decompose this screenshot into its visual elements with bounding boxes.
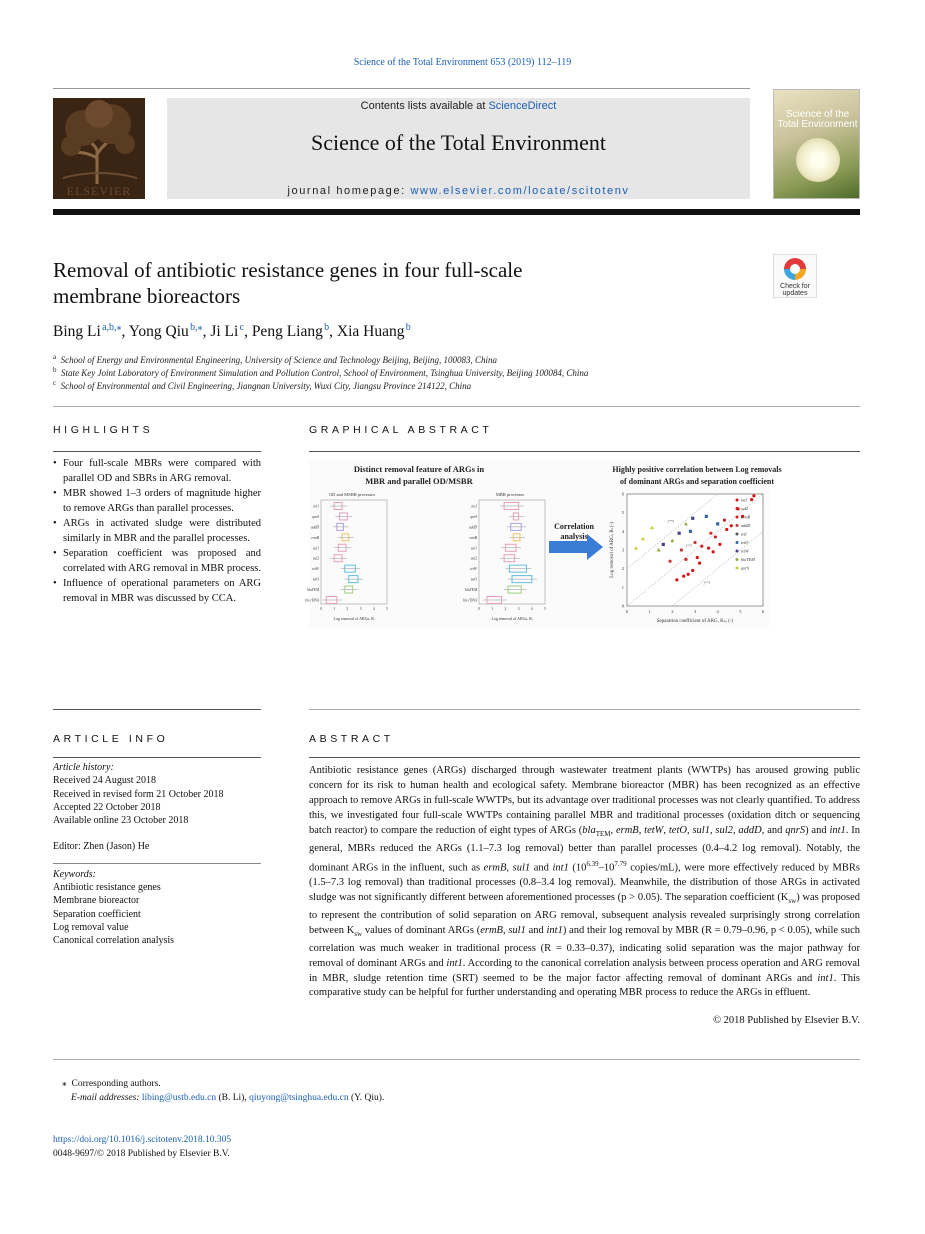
- scatter-point: [705, 515, 708, 518]
- section-rule: [53, 406, 860, 407]
- article-title: Removal of antibiotic resistance genes in four full-scale membrane bioreactors: [53, 258, 523, 308]
- panel-tick-label: 0: [478, 607, 480, 611]
- y-tick-label: 2: [621, 566, 624, 572]
- keyword: Canonical correlation analysis: [53, 935, 175, 947]
- gene-label: ermB: [311, 535, 319, 540]
- x-tick-label: 4: [716, 609, 719, 614]
- check-updates-line1: Check for: [780, 283, 810, 290]
- author-name: Yong Qiu: [128, 323, 189, 341]
- reference-line-label: y=x: [704, 579, 711, 585]
- gene-label: blaTEM: [465, 588, 477, 593]
- homepage-link[interactable]: www.elsevier.com/locate/scitotenv: [410, 185, 630, 197]
- gene-label: tetO: [312, 577, 319, 582]
- scatter-point: [693, 541, 696, 544]
- affiliation-text: School of Energy and Environmental Engineering, University of Science and Technology Beijing, Beijing, 100083, China: [60, 355, 498, 365]
- corresponding-text: Corresponding authors.: [71, 1079, 161, 1089]
- ga-right-title-2: of dominant ARGs and separation coefficient: [620, 477, 774, 486]
- editor-line: Editor: Zhen (Jason) He: [53, 841, 150, 853]
- elsevier-tree-icon: [53, 98, 145, 184]
- legend-marker: [736, 550, 739, 553]
- scatter-point: [709, 532, 712, 535]
- panel-tick-label: 1: [333, 607, 336, 611]
- highlight-item: • Four full-scale MBRs were compared with parallel OD and SBRs in ARG removal.: [53, 456, 261, 486]
- graphical-abstract-heading: GRAPHICAL ABSTRACT: [309, 424, 493, 436]
- doi-link[interactable]: https://doi.org/10.1016/j.scitotenv.2018.10.305: [53, 1135, 232, 1145]
- scatter-point: [716, 522, 719, 525]
- history-accepted: Accepted 22 October 2018: [53, 801, 161, 813]
- gene-label: sul2: [471, 556, 477, 561]
- panel-tick-label: 1: [491, 607, 494, 611]
- scatter-point: [698, 561, 701, 564]
- legend-marker: [736, 507, 739, 510]
- scatter-point: [730, 524, 733, 527]
- doi-block: [53, 1134, 231, 1161]
- legend-label: tetW: [741, 548, 749, 554]
- legend-marker: [736, 567, 739, 570]
- cover-title: [777, 110, 858, 130]
- panel-tick-label: 3: [517, 607, 520, 611]
- legend-marker: [736, 499, 739, 502]
- scatter-point: [707, 547, 710, 550]
- email-link-li[interactable]: libing@ustb.edu.cn: [141, 1092, 217, 1103]
- author-name: Bing Li: [53, 323, 101, 341]
- header-rule: [53, 88, 750, 89]
- scatter-point: [718, 543, 721, 546]
- panel2-gene-labels: [463, 505, 478, 603]
- highlights-rule: [53, 451, 261, 452]
- arrow-label-2: analysis: [560, 532, 588, 541]
- affiliation-mark: c: [53, 379, 57, 387]
- scatter-plot: [610, 492, 765, 625]
- header-thick-rule: [53, 209, 860, 215]
- scatter-y-ticks: [622, 492, 625, 609]
- scatter-point: [700, 545, 703, 548]
- scatter-point: [668, 560, 671, 563]
- sciencedirect-link[interactable]: ScienceDirect: [488, 100, 557, 112]
- history-online: Available online 23 October 2018: [53, 815, 189, 827]
- panel-tick-label: 4: [530, 607, 533, 611]
- footnote-mark: ⁎: [62, 1079, 67, 1089]
- author-name: Peng Liang: [251, 323, 323, 341]
- legend-label: tetO: [741, 540, 749, 545]
- panel-tick-label: 5: [544, 607, 546, 611]
- journal-header-box: [167, 98, 750, 199]
- affiliation: [53, 366, 588, 378]
- issn-line: 0048-9697/© 2018 Published by Elsevier B.V.: [53, 1148, 230, 1159]
- gene-label: 16s rDNA: [462, 598, 477, 603]
- affiliation-mark: a: [53, 353, 57, 361]
- highlight-item: • MBR showed 1–3 orders of magnitude higher to remove ARGs than parallel processes.: [53, 486, 261, 516]
- history-label: Article history:: [53, 762, 114, 773]
- y-tick-label: 0: [621, 603, 624, 609]
- legend-label: sul2: [741, 506, 748, 511]
- contents-prefix: Contents lists available at: [360, 100, 489, 112]
- panel2-label: MBR processes: [495, 492, 525, 497]
- panel1-gene-labels: [305, 505, 320, 603]
- boxplot-panel-od-msbr: [305, 492, 389, 622]
- journal-cover-thumbnail[interactable]: [773, 89, 860, 199]
- x-tick-label: 1: [648, 609, 651, 614]
- legend-marker: [736, 558, 739, 561]
- scatter-x-ticks: [626, 609, 765, 614]
- gene-label: int1: [313, 504, 319, 509]
- journal-title[interactable]: Science of the Total Environment: [311, 130, 606, 155]
- affiliation: [53, 379, 471, 391]
- x-tick-label: 6: [761, 609, 765, 614]
- journal-citation[interactable]: Science of the Total Environment 653 (2019) 112–119: [353, 57, 572, 68]
- history-received: Received 24 August 2018: [53, 775, 157, 787]
- gene-label: 16s rDNA: [304, 598, 319, 603]
- highlight-item: • ARGs in activated sludge were distributed similarly in MBR and the parallel processes.: [53, 516, 261, 546]
- legend-marker: [736, 541, 739, 544]
- homepage-prefix: journal homepage:: [287, 185, 411, 197]
- footnotes: [62, 1078, 384, 1105]
- scatter-point: [725, 528, 728, 531]
- panel-tick-label: 5: [386, 607, 388, 611]
- article-info-top-rule: [53, 709, 261, 710]
- highlights-heading: HIGHLIGHTS: [53, 424, 154, 436]
- keyword: Antibiotic resistance genes: [53, 882, 161, 894]
- legend-label: intI: [741, 497, 747, 503]
- x-tick-label: 3: [693, 609, 697, 614]
- author-affiliation-link[interactable]: a,b,⁎: [102, 322, 122, 333]
- graphical-abstract-rule: [309, 451, 860, 452]
- keywords-rule: [53, 863, 261, 864]
- legend-label: tetI: [741, 531, 747, 537]
- check-updates-icon: [784, 258, 806, 280]
- email-owner: (B. Li),: [216, 1092, 250, 1103]
- panel1-xlabel: Log removal of ARGs, Rₗ: [333, 616, 375, 621]
- email-line: [62, 1092, 384, 1106]
- author-affiliation-link[interactable]: c: [239, 322, 245, 333]
- ga-right-title-1: Highly positive correlation between Log removals: [612, 465, 782, 474]
- author-affiliation-link[interactable]: b: [324, 322, 330, 333]
- scatter-point: [696, 556, 699, 559]
- scatter-ylabel: Log removal of ARG, Rₗ (-): [610, 522, 615, 578]
- legend-label: addD: [741, 523, 751, 528]
- cover-flower-image: [796, 138, 840, 182]
- scatter-point: [750, 498, 753, 501]
- panel1-label: OD and MSBR processes: [328, 492, 376, 497]
- panel1-boxes: [322, 503, 363, 604]
- y-tick-label: 1: [621, 584, 624, 590]
- panel2-frame: [479, 500, 545, 604]
- ga-left-title-1: Distinct removal feature of ARGs in: [353, 464, 485, 474]
- y-tick-label: 5: [621, 510, 624, 516]
- scatter-point: [684, 558, 687, 561]
- panel1-ticks: [320, 607, 388, 611]
- panel-tick-label: 2: [346, 607, 349, 611]
- article-info-heading: ARTICLE INFO: [53, 733, 169, 745]
- scatter-point: [752, 494, 755, 497]
- scatter-point: [689, 530, 692, 533]
- gene-label: tetO: [470, 577, 477, 582]
- email-label: E-mail addresses:: [71, 1092, 140, 1103]
- x-tick-label: 5: [739, 609, 742, 614]
- reference-line-label: y=x: [667, 518, 675, 523]
- y-tick-label: 4: [621, 528, 624, 534]
- scatter-point: [714, 535, 717, 538]
- scatter-point: [680, 548, 683, 551]
- elsevier-logo[interactable]: [53, 98, 145, 199]
- arrow-label-1: Correlation: [554, 522, 594, 531]
- panel-tick-label: 0: [320, 607, 322, 611]
- boxplot-panel-mbr: [463, 492, 547, 622]
- legend-label: qnrS: [741, 565, 749, 571]
- gene-label: addD: [311, 525, 319, 530]
- scatter-point: [712, 550, 715, 553]
- scatter-point: [678, 532, 681, 535]
- legend-label: blaTEM: [741, 557, 755, 562]
- keyword: Log removal value: [53, 921, 129, 933]
- abstract-heading: ABSTRACT: [309, 733, 394, 745]
- author-affiliation-link[interactable]: b: [405, 322, 411, 333]
- scatter-point: [687, 573, 690, 576]
- highlight-item: • Separation coefficient was proposed and correlated with ARG removal in MBR process.: [53, 546, 261, 576]
- highlights-list: [53, 456, 261, 606]
- y-tick-label: 3: [621, 547, 624, 553]
- footnote-rule: [53, 1059, 860, 1060]
- gene-label: qnrS: [312, 514, 319, 519]
- scatter-point: [682, 575, 685, 578]
- keywords-label: Keywords:: [53, 868, 96, 880]
- cover-title-line1: Science of the: [785, 109, 850, 120]
- keyword: Separation coefficient: [53, 908, 141, 920]
- panel-tick-label: 2: [504, 607, 507, 611]
- keyword: Membrane bioreactor: [53, 895, 140, 907]
- legend-label: ermB: [741, 514, 751, 520]
- homepage-line: [167, 185, 750, 197]
- gene-label: blaTEM: [307, 588, 319, 593]
- reference-line-label: y=x: [685, 542, 693, 548]
- panel2-boxes: [483, 503, 537, 604]
- elsevier-wordmark: ELSEVIER: [66, 184, 132, 198]
- abstract-rule: [309, 757, 860, 758]
- article-info-block: [53, 761, 261, 948]
- gene-label: sul1: [313, 546, 319, 551]
- gene-label: sul2: [313, 556, 319, 561]
- correlation-arrow: [549, 522, 603, 560]
- panel-tick-label: 4: [372, 607, 375, 611]
- author-affiliation-link[interactable]: b,⁎: [190, 322, 203, 333]
- affiliation-mark: b: [53, 366, 57, 374]
- scatter-point: [662, 543, 665, 546]
- affiliation-text: State Key Joint Laboratory of Environment Simulation and Pollution Control, School of Environment, Tsinghua University, Beijing 100084, China: [61, 368, 589, 378]
- scatter-point: [691, 569, 694, 572]
- history-revised: Received in revised form 21 October 2018: [53, 788, 224, 800]
- x-tick-label: 2: [671, 609, 674, 614]
- author-name: Ji Li: [210, 323, 239, 341]
- gene-label: qnrS: [470, 514, 477, 519]
- author-name: Xia Huang: [336, 323, 405, 341]
- contents-line: [167, 100, 750, 112]
- scatter-point: [723, 519, 726, 522]
- panel-tick-label: 3: [359, 607, 362, 611]
- gene-label: int1: [471, 504, 477, 509]
- email-link-qiu[interactable]: qiuyong@tsinghua.edu.cn: [249, 1092, 349, 1103]
- gene-label: ermB: [469, 535, 477, 540]
- article-info-rule: [53, 757, 261, 758]
- affiliation-text: School of Environmental and Civil Engineering, Jiangnan University, Wuxi City, Jiangsu Province 214122, China: [60, 381, 472, 391]
- check-for-updates-button[interactable]: [773, 254, 817, 298]
- scatter-point: [675, 578, 678, 581]
- corresponding-note: [62, 1078, 384, 1092]
- cover-title-line2: Total Environment: [777, 119, 858, 130]
- affiliation: [53, 353, 497, 365]
- email-owner: (Y. Qiu).: [348, 1092, 385, 1103]
- y-tick-label: 6: [621, 491, 624, 497]
- gene-label: addD: [469, 525, 477, 530]
- legend-marker: [736, 516, 739, 519]
- abstract-copyright: © 2018 Published by Elsevier B.V.: [713, 1015, 860, 1026]
- panel2-xlabel: Log removal of ARGs, Rₗ: [491, 616, 533, 621]
- abstract-body: Antibiotic resistance genes (ARGs) discharged through wastewater treatment plants (WWTPs) has aroused growing public concern for its risk to human health and ecological safety. Membrane bioreactor (MBR) has been recognized as an effective approach to remove ARGs in full-scale WWTPs, but its advantage over traditional processes was not clearly quantified. To address this, we investigated four full-scale WWTPs containing parallel MBR and traditional processes (oxidation ditch or sequencing batch reactor) to compare the reduction of eight types of ARGs (bla$_{TEM}$, ermB, tetW, tetO, sul1, sul2, addD, and qnrS) and int1. In general, MBRs reduced the ARGs (1.1–7.3 log removal) better than parallel processes (0.4–4.2 log removal). Notably, the dominant ARGs in the influent, such as ermB, sul1 and int1 ($10^{6.39}-10^{7.79}$ copies/mL), were more effectively reduced by MBRs (1.5–7.3 log removal) than traditional processes (0.8–3.4 log removal). Meanwhile, the distribution of those ARGs in activated sludge was not significantly different between aforementioned processes (p > 0.05). The separation coefficient $(K_{sw})$ was proposed to represent the contribution of solid separation on ARG removal, subsequent analysis revealed surprisingly strong correlation between $K_{sw}$ values of dominant ARGs (ermB, sul1 and int1) and their log removal by MBR (R = 0.79–0.96, p < 0.05), while such correlation was much weaker in traditional process (R = 0.33–0.37), indicating solid separation was the major pathway for removal of dominant ARGs and int1. According to the canonical correlation analysis between process operation and ARG removal in MBR, sludge retention time (SRT) seemed to be the major factor affecting removal of dominant ARGs and int1. This comparative study can be helpful for further understanding and operating MBR process to reduce the ARGs in effluent.: [309, 765, 861, 999]
- scatter-point: [691, 517, 694, 520]
- graphical-abstract-figure[interactable]: [304, 460, 782, 628]
- abstract-top-rule: [309, 709, 860, 710]
- check-updates-line2: updates: [782, 290, 808, 297]
- x-tick-label: 0: [625, 609, 629, 614]
- author-list: Bing Li $^{a,b,⁎}$, Yong Qiu $^{b,⁎}$, Ji Li $^c$, Peng Liang $^b$, Xia Huang $^b$: [53, 322, 411, 341]
- panel2-ticks: [478, 607, 546, 611]
- panel1-frame: [321, 500, 387, 604]
- scatter-xlabel: Separation coefficient of ARG, Kₛᵥ (-): [656, 619, 734, 624]
- legend-marker: [736, 533, 739, 536]
- legend-marker: [736, 524, 739, 527]
- gene-label: sul1: [471, 546, 477, 551]
- highlight-item: • Influence of operational parameters on ARG removal in MBR was discussed by CCA.: [53, 576, 261, 606]
- gene-label: tetW: [312, 567, 319, 572]
- ga-left-title-2: MBR and parallel OD/MSBR: [365, 476, 473, 486]
- gene-label: tetW: [470, 567, 477, 572]
